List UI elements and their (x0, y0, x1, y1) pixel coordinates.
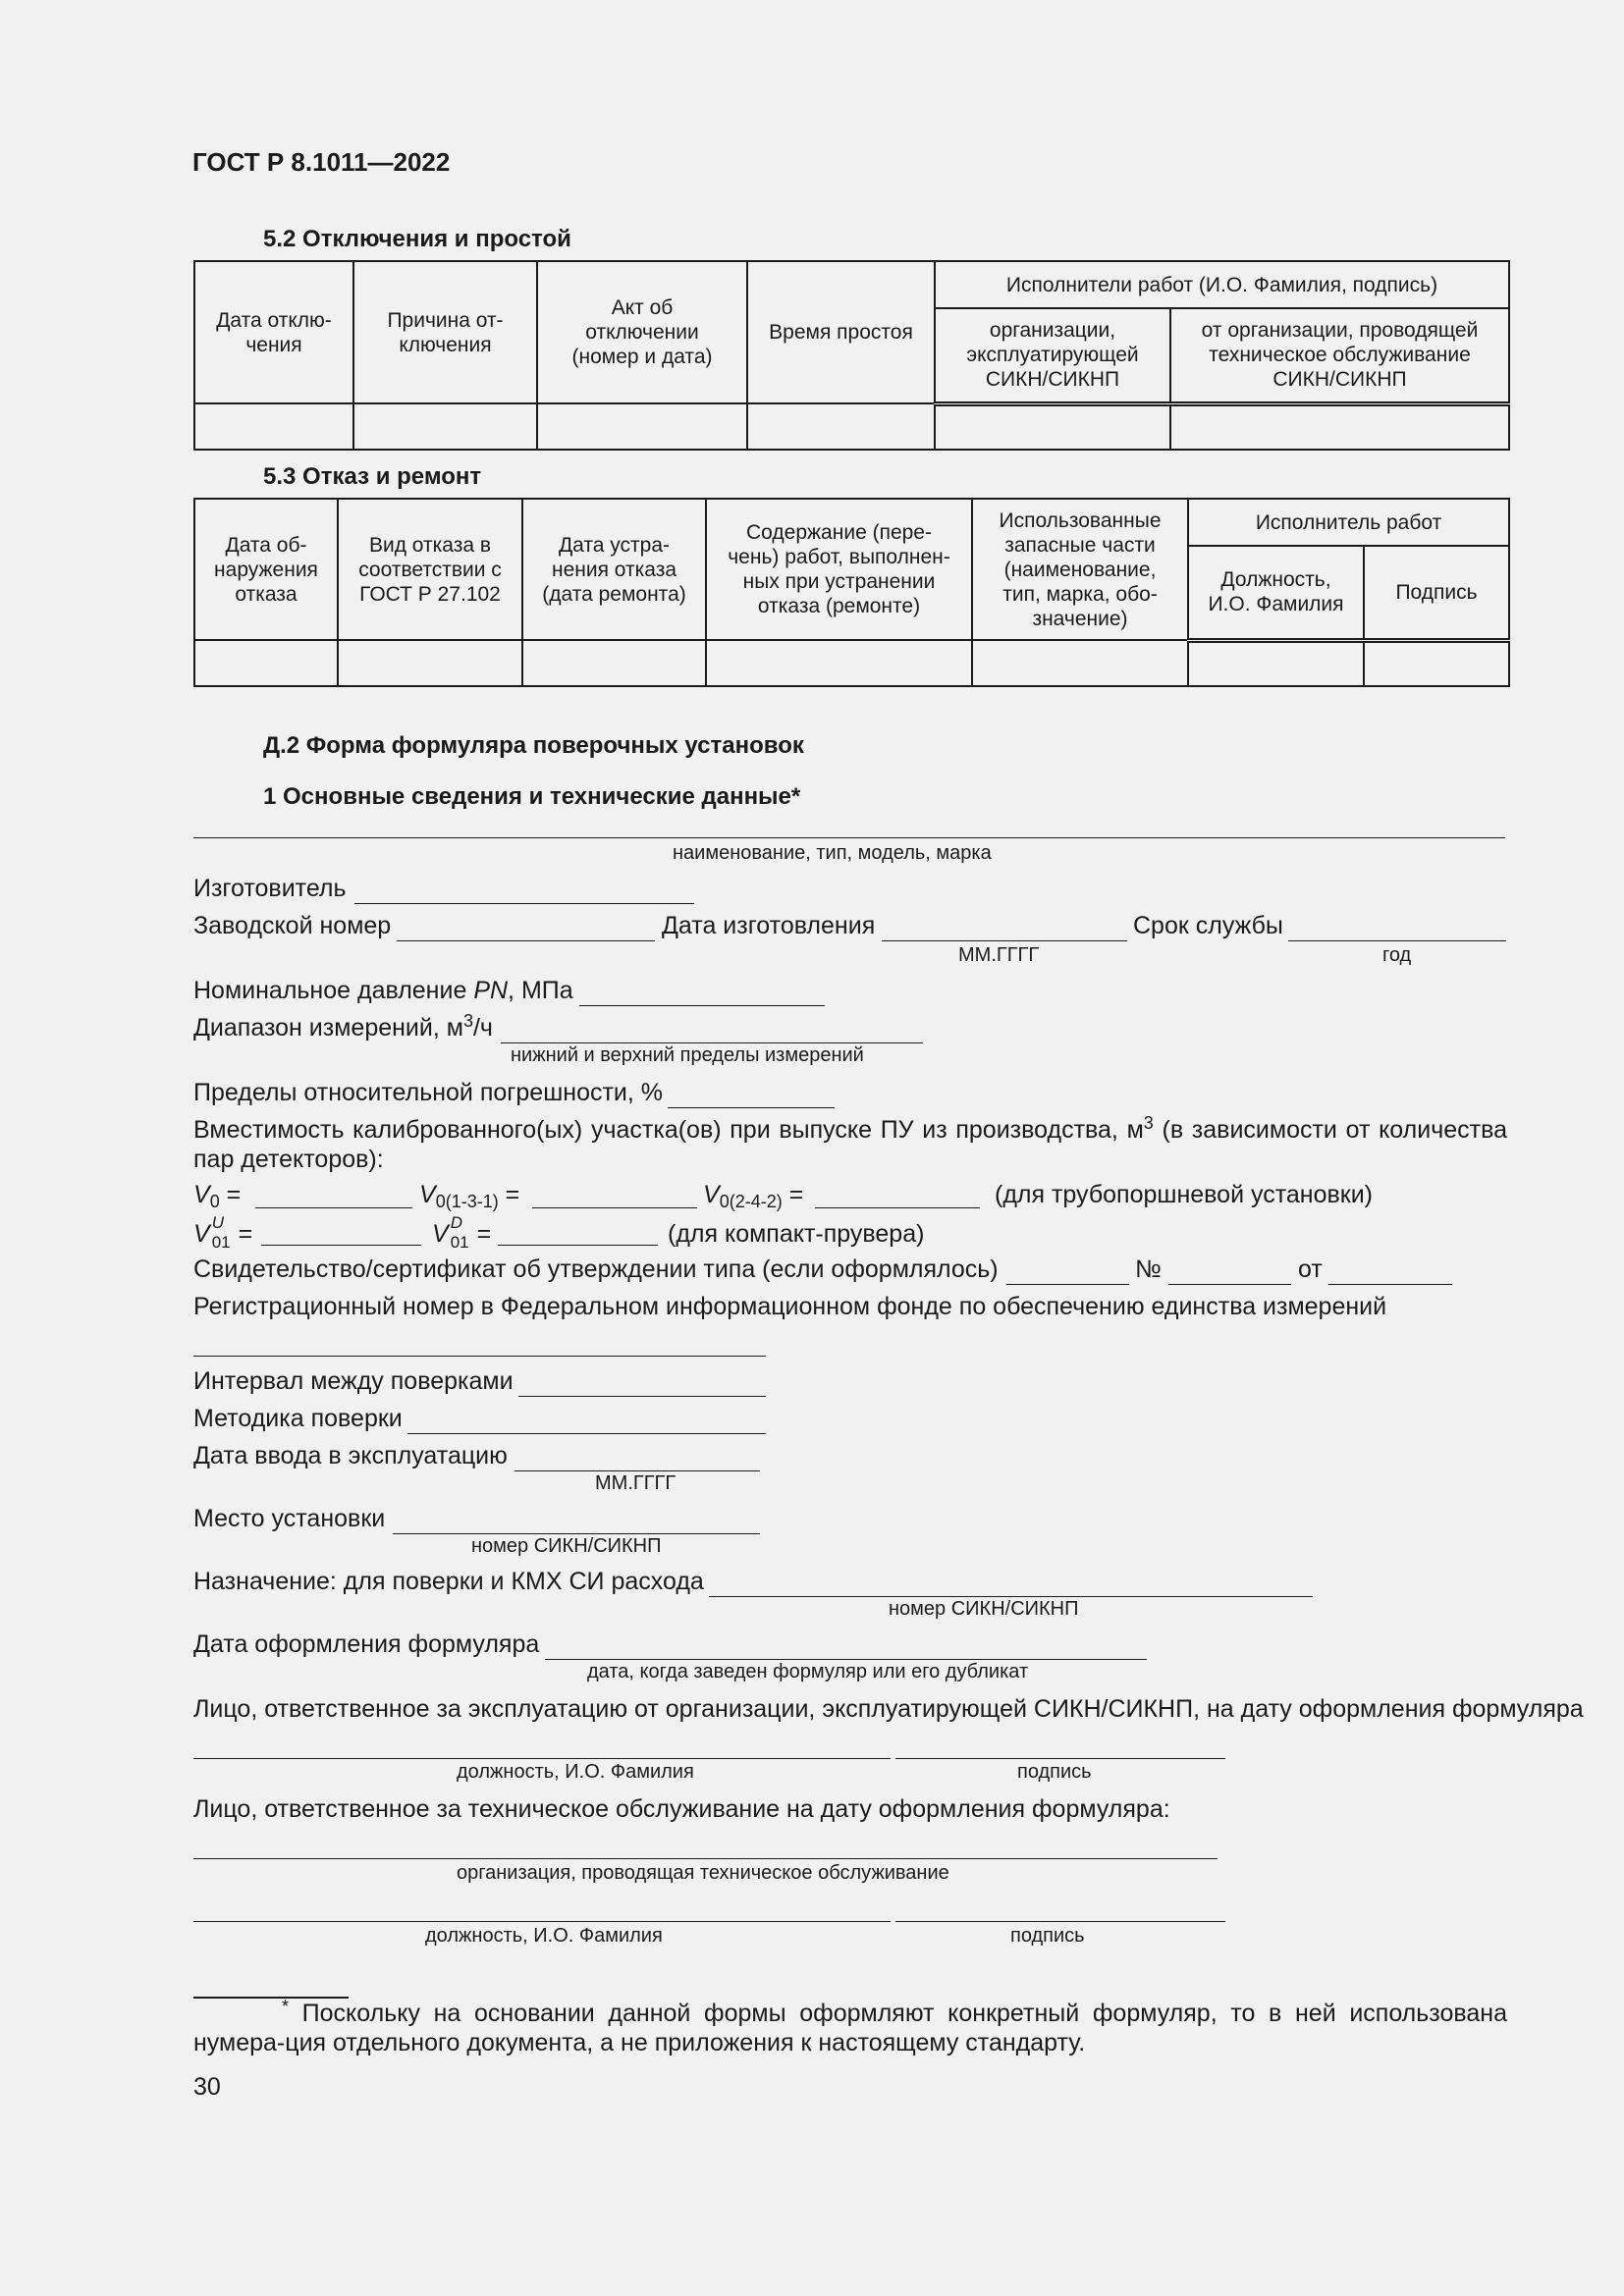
v0131-label: $V_{0(1-3-1)}$ = (419, 1181, 520, 1211)
resp-operator-signature-field[interactable] (895, 1758, 1225, 1759)
caption-name: наименование, тип, модель, марка (673, 842, 992, 864)
name-field[interactable] (193, 837, 1505, 838)
outage-col-act: Акт об отключении (номер и дата) (537, 261, 747, 403)
resp-operator-position-field[interactable] (193, 1758, 891, 1759)
manufacturer-field[interactable] (354, 903, 694, 904)
outage-col-reason: Причина от- ключения (353, 261, 537, 403)
method-field[interactable] (407, 1433, 766, 1434)
manufacturer-label: Изготовитель (193, 875, 347, 902)
certificate-field[interactable] (1006, 1284, 1129, 1285)
failure-cell[interactable] (1188, 640, 1364, 686)
section-5-2-title: 5.2 Отключения и простой (263, 226, 571, 252)
caption-position-1: должность, И.О. Фамилия (457, 1761, 694, 1783)
failure-col-works: Содержание (пере- чень) работ, выполнен- ных при устранении отказа (ремонте) (706, 499, 972, 640)
outage-cell[interactable] (537, 403, 747, 450)
outage-cell[interactable] (747, 403, 935, 450)
interval-label: Интервал между поверками (193, 1367, 514, 1395)
outage-cell[interactable] (1170, 403, 1509, 450)
outage-col-maintenance-org: от организации, проводящей техническое обслуживание СИКН/СИКНП (1170, 308, 1509, 403)
caption-form-date: дата, когда заведен формуляр или его дубликат (587, 1661, 1029, 1682)
v01u-label: V U 01 = (193, 1213, 253, 1253)
v01u-field[interactable] (261, 1245, 421, 1246)
v01d-label: V D 01 = (432, 1213, 492, 1253)
pressure-label: Номинальное давление PN, МПа (193, 977, 573, 1004)
section-5-3-title: 5.3 Отказ и ремонт (263, 463, 482, 490)
v0131-field[interactable] (532, 1207, 697, 1208)
reg-number-field[interactable] (193, 1356, 766, 1357)
outage-col-performers: Исполнители работ (И.О. Фамилия, подпись) (935, 261, 1509, 308)
interval-field[interactable] (518, 1396, 766, 1397)
failure-table (193, 498, 1510, 687)
cert-number-sign: № (1135, 1255, 1162, 1283)
form-date-field[interactable] (545, 1659, 1147, 1660)
page-number: 30 (193, 2073, 221, 2101)
v0-field[interactable] (255, 1207, 412, 1208)
resp-operator-label: Лицо, ответственное за эксплуатацию от организации, эксплуатирующей СИКН/СИКНП, на дату оформления формуляра (193, 1695, 1584, 1723)
outage-table (193, 260, 1510, 451)
footnote: * Поскольку на основании данной формы оформляют конкретный формуляр, то в ней использована нумера-ция отдельного документа, а не приложения к настоящему стандарту. (193, 1997, 1507, 2056)
caption-mmyyyy-commission: ММ.ГГГГ (595, 1472, 677, 1494)
failure-cell[interactable] (972, 640, 1188, 686)
purpose-field[interactable] (709, 1596, 1313, 1597)
pressure-field[interactable] (579, 1005, 825, 1006)
piston-note: (для трубопоршневой установки) (995, 1181, 1373, 1208)
failure-cell[interactable] (194, 640, 338, 686)
mfg-date-field[interactable] (882, 940, 1127, 941)
v01d-field[interactable] (498, 1245, 658, 1246)
resp-maintenance-position-field[interactable] (193, 1921, 891, 1922)
v0-label: $V_0$ = (193, 1181, 242, 1211)
service-life-label: Срок службы (1133, 912, 1283, 939)
outage-col-downtime: Время простоя (747, 261, 935, 403)
caption-sikn-location: номер СИКН/СИКНП (471, 1535, 662, 1557)
serial-field[interactable] (397, 940, 655, 941)
failure-col-position: Должность, И.О. Фамилия (1188, 546, 1364, 640)
maintenance-org-field[interactable] (193, 1858, 1218, 1859)
cert-date-field[interactable] (1328, 1284, 1452, 1285)
range-label: Диапазон измерений, $м^3/ч$ (193, 1011, 493, 1041)
compact-note: (для компакт-прувера) (668, 1220, 925, 1248)
form-date-label: Дата оформления формуляра (193, 1630, 540, 1658)
caption-range: нижний и верхний пределы измерений (511, 1044, 864, 1066)
resp-maintenance-label: Лицо, ответственное за техническое обслуживание на дату оформления формуляра: (193, 1795, 1170, 1823)
footnote-mark: * (282, 1997, 290, 2016)
serial-label: Заводской номер (193, 912, 392, 939)
caption-position-2: должность, И.О. Фамилия (425, 1925, 663, 1947)
failure-cell[interactable] (522, 640, 706, 686)
failure-col-detect-date: Дата об- наружения отказа (194, 499, 338, 640)
outage-col-operator-org: организации, эксплуатирующей СИКН/СИКНП (935, 308, 1170, 403)
caption-mmyyyy: ММ.ГГГГ (958, 944, 1040, 966)
caption-org: организация, проводящая техническое обслуживание (457, 1862, 949, 1884)
outage-cell[interactable] (353, 403, 537, 450)
error-limits-field[interactable] (668, 1107, 835, 1108)
outage-cell[interactable] (935, 403, 1170, 450)
d2-title: Д.2 Форма формуляра поверочных установок (263, 732, 804, 759)
caption-year: год (1382, 944, 1412, 966)
failure-cell[interactable] (1364, 640, 1509, 686)
failure-cell[interactable] (338, 640, 522, 686)
location-label: Место установки (193, 1505, 386, 1532)
failure-cell[interactable] (706, 640, 972, 686)
failure-col-performer: Исполнитель работ (1188, 499, 1509, 546)
outage-col-date: Дата отклю- чения (194, 261, 353, 403)
mfg-date-label: Дата изготовления (662, 912, 876, 939)
v0242-label: $V_{0(2-4-2)}$ = (703, 1181, 804, 1211)
error-limits-label: Пределы относительной погрешности, % (193, 1079, 664, 1106)
range-field[interactable] (501, 1042, 923, 1043)
commission-label: Дата ввода в эксплуатацию (193, 1442, 508, 1469)
purpose-label: Назначение: для поверки и КМХ СИ расхода (193, 1568, 704, 1595)
cert-from-label: от (1298, 1255, 1323, 1283)
service-life-field[interactable] (1288, 940, 1506, 941)
document-header: ГОСТ Р 8.1011—2022 (192, 147, 451, 177)
caption-signature-1: подпись (1017, 1761, 1092, 1783)
commission-field[interactable] (514, 1470, 760, 1471)
method-label: Методика поверки (193, 1405, 403, 1432)
d2-subtitle: 1 Основные сведения и технические данные* (263, 783, 801, 810)
outage-cell[interactable] (194, 403, 353, 450)
failure-col-fix-date: Дата устра- нения отказа (дата ремонта) (522, 499, 706, 640)
v0242-field[interactable] (815, 1207, 980, 1208)
location-field[interactable] (393, 1533, 760, 1534)
failure-col-type: Вид отказа в соответствии с ГОСТ Р 27.102 (338, 499, 522, 640)
cert-number-field[interactable] (1168, 1284, 1291, 1285)
caption-sikn-purpose: номер СИКН/СИКНП (889, 1598, 1079, 1620)
reg-number-label: Регистрационный номер в Федеральном информационном фонде по обеспечению единства измерений (193, 1293, 1387, 1320)
capacity-text: Вместимость калиброванного(ых) участка(ов) при выпуске ПУ из производства, $м^3$ (в зависимости от количества пар детекторов): (193, 1113, 1507, 1173)
certificate-label: Свидетельство/сертификат об утверждении типа (если оформлялось) (193, 1255, 999, 1283)
failure-col-spare-parts: Использованные запасные части (наименование, тип, марка, обо- значение) (972, 499, 1188, 640)
resp-maintenance-signature-field[interactable] (895, 1921, 1225, 1922)
failure-col-signature: Подпись (1364, 546, 1509, 640)
caption-signature-2: подпись (1010, 1925, 1085, 1947)
